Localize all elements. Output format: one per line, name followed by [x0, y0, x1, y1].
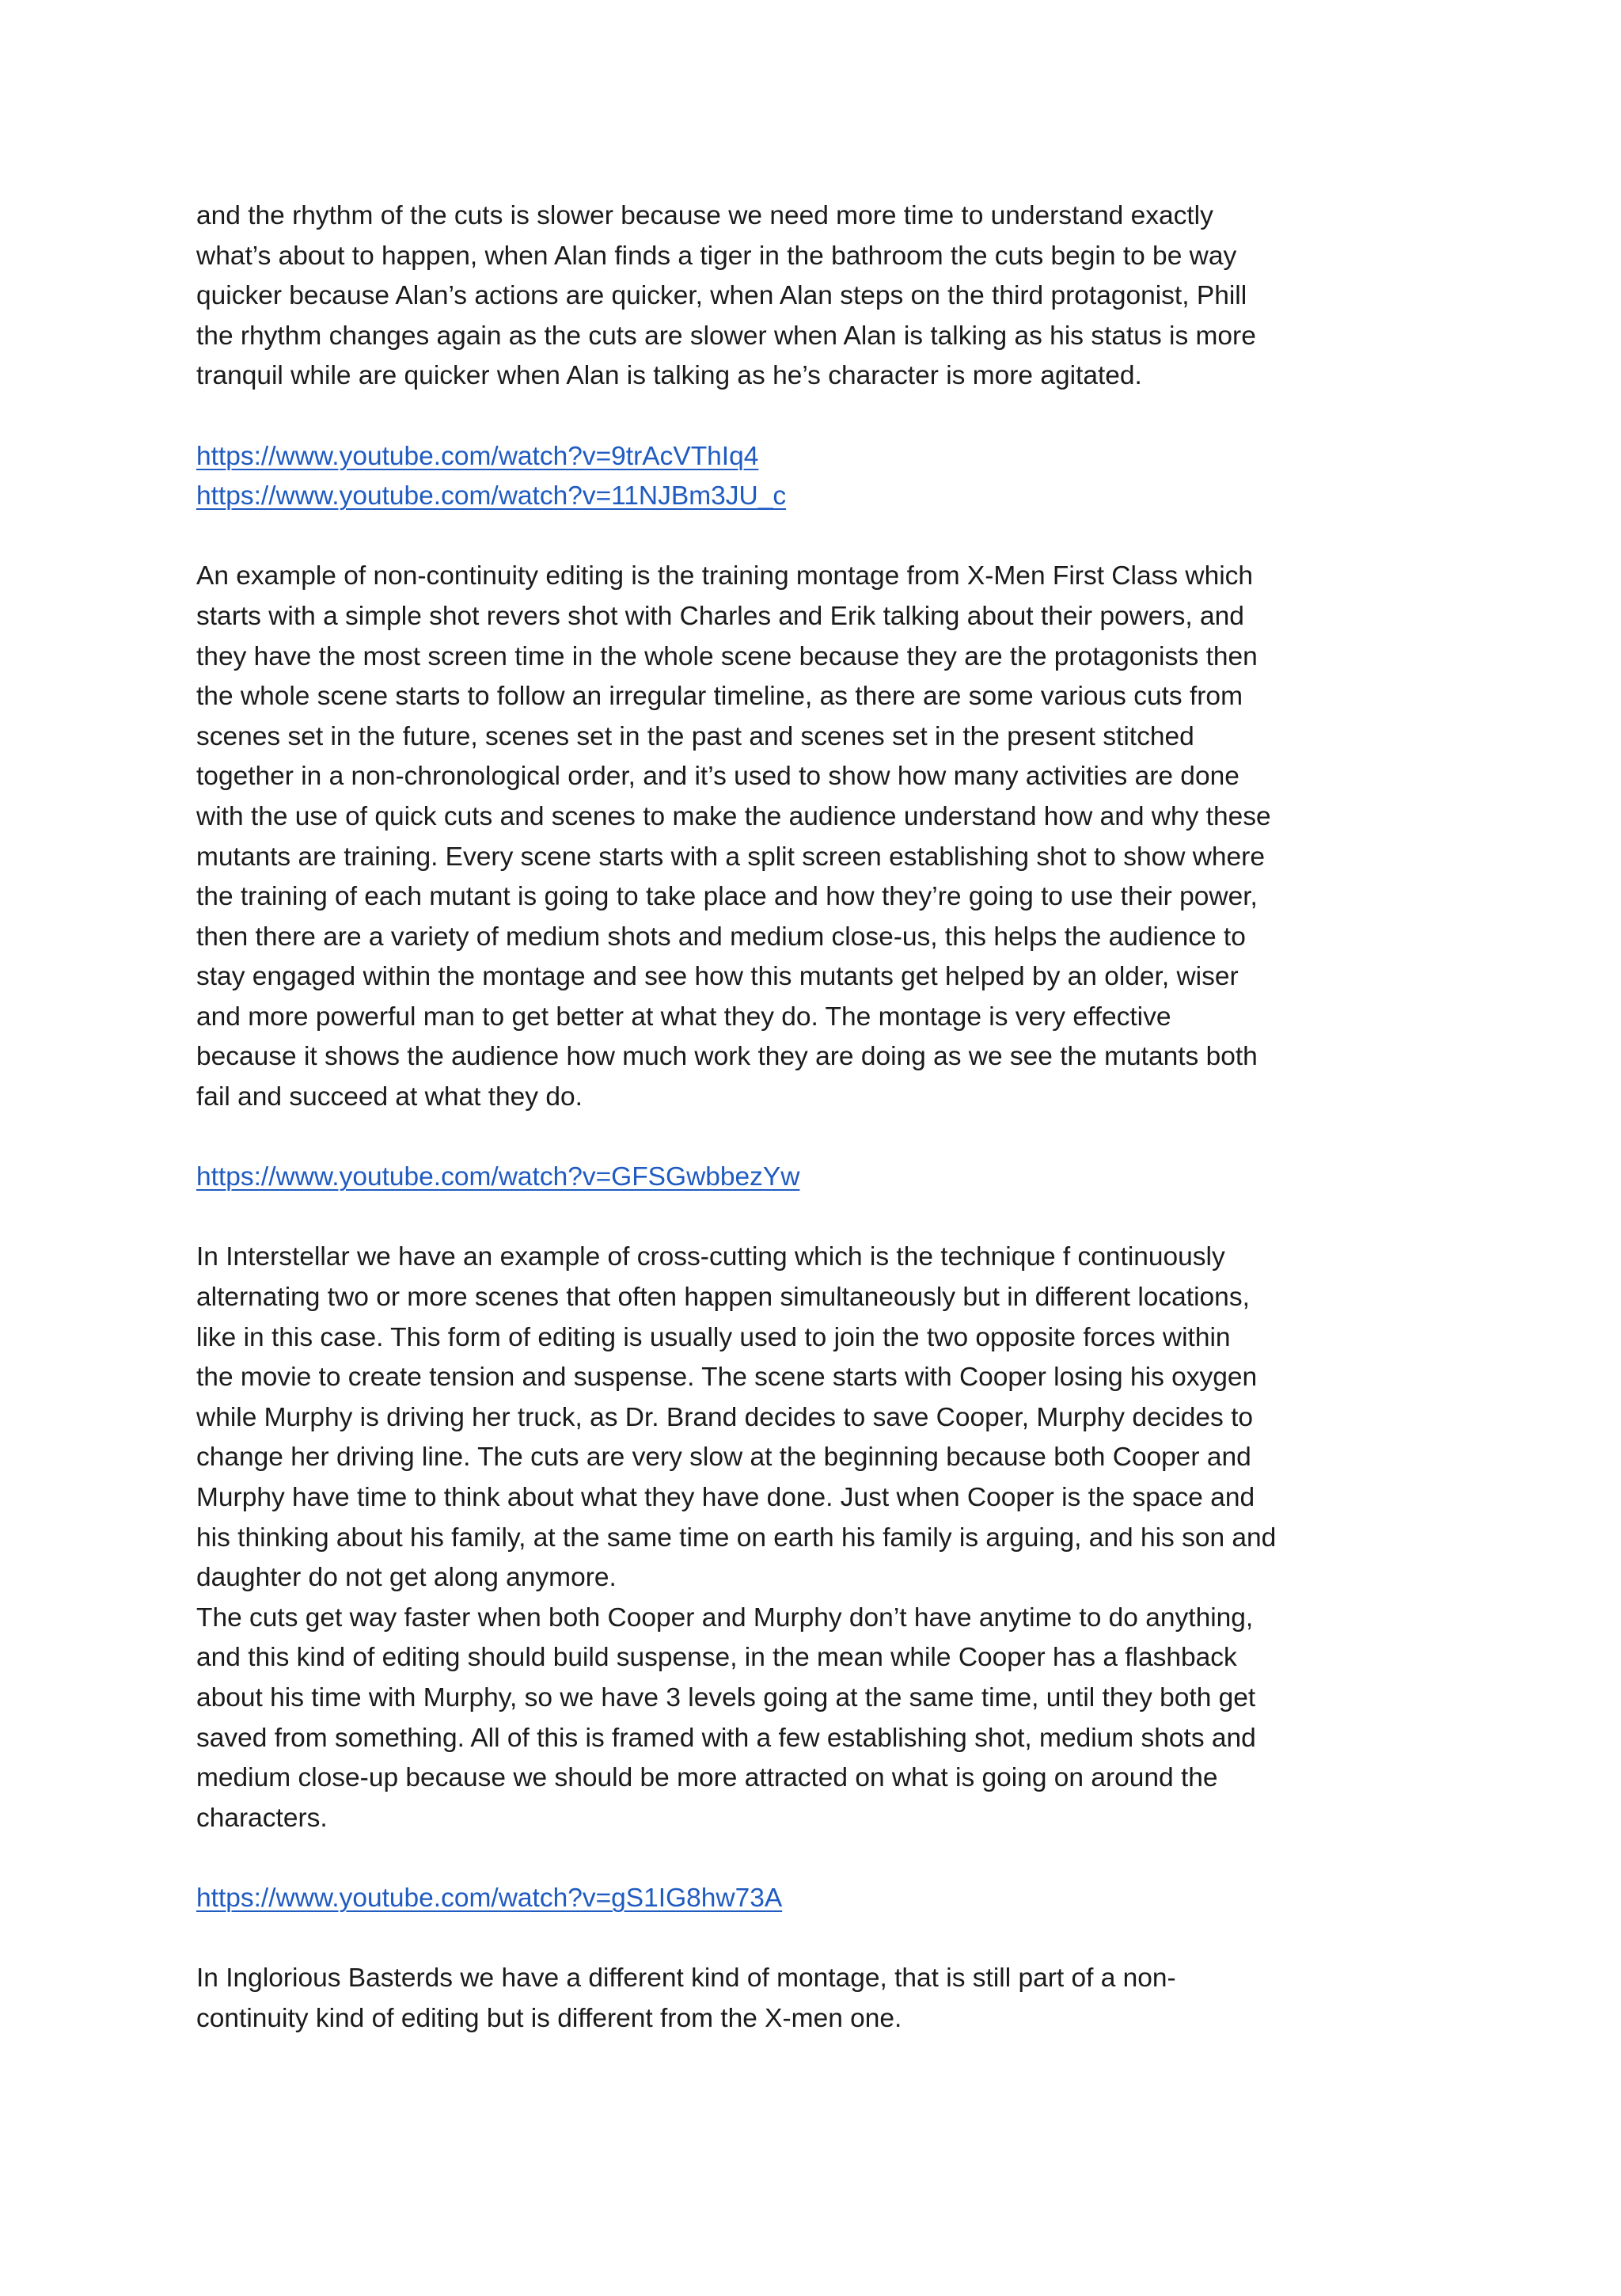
paragraph-interstellar-crosscutting [196, 1237, 1431, 1838]
text-line: medium close-up because we should be more attracted on what is going on around the [196, 1763, 1218, 1793]
text-line: alternating two or more scenes that often happen simultaneously but in different locations, [196, 1283, 1250, 1313]
links-group-3 [196, 1879, 1431, 1919]
youtube-link-4[interactable]: https://www.youtube.com/watch?v=gS1IG8hw73A [196, 1883, 783, 1913]
text-line: daughter do not get along anymore. [196, 1563, 617, 1593]
text-line: with the use of quick cuts and scenes to make the audience understand how and why these [196, 801, 1271, 831]
text-line: In Inglorious Basterds we have a different kind of montage, that is still part of a non- [196, 1963, 1176, 1994]
links-group-2 [196, 1158, 1431, 1198]
text-line: like in this case. This form of editing is usually used to join the two opposite forces within [196, 1322, 1231, 1352]
text-line: together in a non-chronological order, and it’s used to show how many activities are done [196, 762, 1239, 792]
youtube-link-3[interactable]: https://www.youtube.com/watch?v=GFSGwbbezYw [196, 1162, 800, 1192]
text-line: characters. [196, 1803, 328, 1833]
text-line: and this kind of editing should build suspense, in the mean while Cooper has a flashback [196, 1643, 1237, 1673]
text-line: quicker because Alan’s actions are quicker, when Alan steps on the third protagonist, Phill [196, 281, 1247, 311]
paragraph-inglorious-basterds [196, 1959, 1431, 2039]
text-line: mutants are training. Every scene starts with a split screen establishing shot to show where [196, 842, 1265, 872]
text-line: they have the most screen time in the whole scene because they are the protagonists then [196, 641, 1258, 671]
text-line: fail and succeed at what they do. [196, 1082, 583, 1112]
text-line: and the rhythm of the cuts is slower because we need more time to understand exactly [196, 201, 1213, 230]
text-line: the rhythm changes again as the cuts are slower when Alan is talking as his status is more [196, 321, 1256, 351]
text-line: In Interstellar we have an example of cross-cutting which is the technique f continuously [196, 1242, 1225, 1272]
text-line: Murphy have time to think about what they have done. Just when Cooper is the space and [196, 1483, 1255, 1512]
text-line: the movie to create tension and suspense. The scene starts with Cooper losing his oxygen [196, 1363, 1258, 1393]
text-line: tranquil while are quicker when Alan is talking as he’s character is more agitated. [196, 361, 1142, 391]
text-line: the whole scene starts to follow an irregular timeline, as there are some various cuts from [196, 682, 1243, 712]
text-line: saved from something. All of this is framed with a few establishing shot, medium shots and [196, 1723, 1256, 1753]
text-line: The cuts get way faster when both Cooper and Murphy don’t have anytime to do anything, [196, 1602, 1254, 1633]
text-line: change her driving line. The cuts are very slow at the beginning because both Cooper and [196, 1443, 1251, 1473]
links-group-1 [196, 437, 1431, 517]
youtube-link-2[interactable]: https://www.youtube.com/watch?v=11NJBm3JU_c [196, 481, 787, 511]
paragraph-jumanji-rhythm [196, 196, 1431, 397]
text-line: because it shows the audience how much work they are doing as we see the mutants both [196, 1042, 1258, 1072]
paragraph-xmen-montage [196, 557, 1431, 1117]
text-line: while Murphy is driving her truck, as Dr. Brand decides to save Cooper, Murphy decides to [196, 1402, 1254, 1432]
text-line: his thinking about his family, at the same time on earth his family is arguing, and his son and [196, 1522, 1277, 1553]
text-line: and more powerful man to get better at what they do. The montage is very effective [196, 1002, 1171, 1032]
text-line: then there are a variety of medium shots and medium close-us, this helps the audience to [196, 922, 1246, 952]
text-line: An example of non-continuity editing is the training montage from X-Men First Class which [196, 561, 1254, 591]
text-line: continuity kind of editing but is different from the X-men one. [196, 2003, 902, 2033]
text-line: what’s about to happen, when Alan finds a tiger in the bathroom the cuts begin to be way [196, 241, 1237, 271]
text-line: starts with a simple shot revers shot with Charles and Erik talking about their powers, and [196, 601, 1244, 631]
text-line: scenes set in the future, scenes set in the past and scenes set in the present stitched [196, 721, 1194, 751]
text-line: stay engaged within the montage and see how this mutants get helped by an older, wiser [196, 962, 1239, 992]
text-line: the training of each mutant is going to take place and how they’re going to use their power, [196, 882, 1258, 912]
text-line: about his time with Murphy, so we have 3 levels going at the same time, until they both get [196, 1682, 1256, 1712]
document-body [196, 196, 1431, 2039]
youtube-link-1[interactable]: https://www.youtube.com/watch?v=9trAcVThIq4 [196, 441, 759, 471]
